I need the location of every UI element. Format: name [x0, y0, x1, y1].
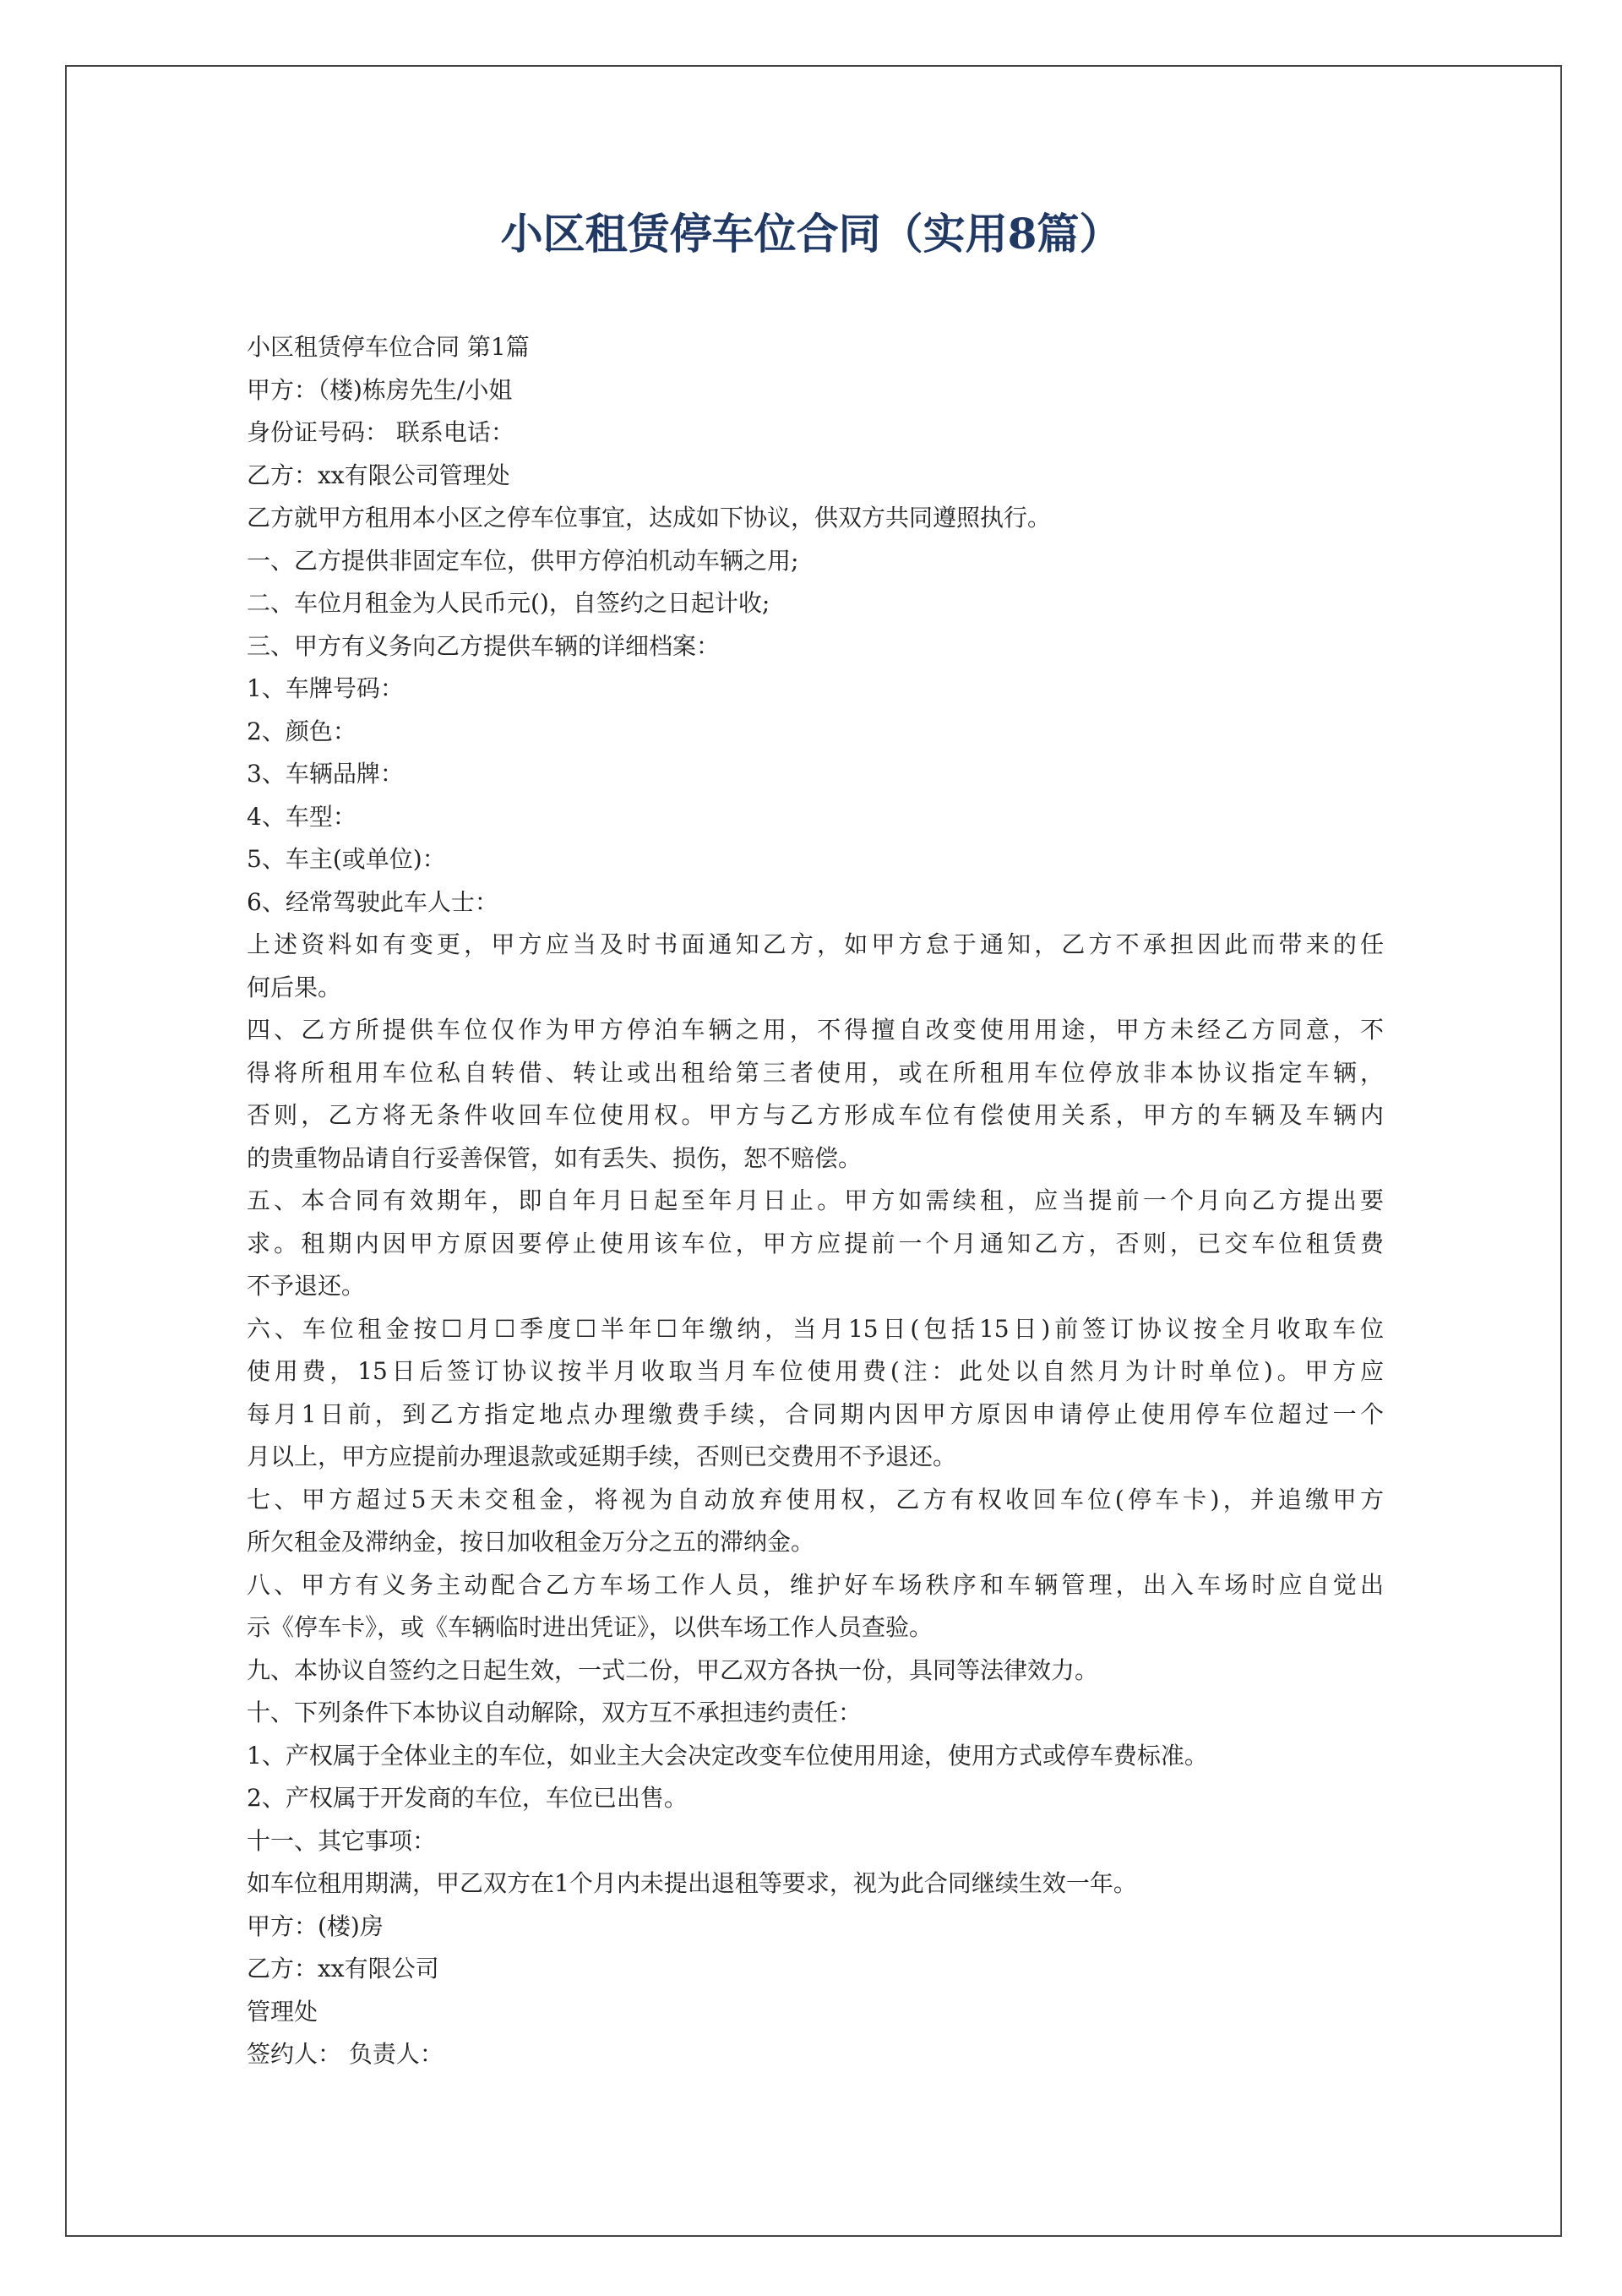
document-title: 小区租赁停车位合同（实用8篇） [500, 209, 1122, 259]
document-line: 所欠租金及滞纳金，按日加收租金万分之五的滞纳金。 [247, 1528, 815, 1556]
document-line: 使用费，15日后签订协议按半月收取当月车位使用费(注：此处以自然月为计时单位)。甲方应 [247, 1357, 1384, 1385]
document-line: 何后果。 [247, 973, 342, 1001]
document-line: 1、车牌号码： [247, 674, 404, 702]
document-line: 四、乙方所提供车位仅作为甲方停泊车辆之用，不得擅自改变使用用途，甲方未经乙方同意，不 [247, 1016, 1384, 1044]
document-line: 七、甲方超过5天未交租金，将视为自动放弃使用权，乙方有权收回车位(停车卡)，并追缴甲方 [247, 1485, 1384, 1513]
document-line: 十、下列条件下本协议自动解除，双方互不承担违约责任： [247, 1699, 863, 1726]
document-line: 乙方：xx有限公司 [247, 1955, 439, 1982]
document-line: 一、乙方提供非固定车位，供甲方停泊机动车辆之用; [247, 546, 799, 575]
document-line: 否则，乙方将无条件收回车位使用权。甲方与乙方形成车位有偿使用关系，甲方的车辆及车辆内 [247, 1101, 1384, 1129]
document-line: 小区租赁停车位合同 第1篇 [247, 333, 530, 361]
document-line: 4、车型： [247, 802, 357, 831]
document-body [247, 326, 1384, 2076]
document-line: 甲方：（楼)栋房先生/小姐 [247, 375, 513, 404]
document-line: 5、车主(或单位)： [247, 845, 446, 873]
document-line: 上述资料如有变更，甲方应当及时书面通知乙方，如甲方怠于通知，乙方不承担因此而带来的任 [247, 930, 1384, 958]
document-line: 每月1日前，到乙方指定地点办理缴费手续，合同期内因甲方原因申请停止使用停车位超过一个 [247, 1399, 1384, 1428]
document-line: 1、产权属于全体业主的车位，如业主大会决定改变车位使用用途，使用方式或停车费标准。 [247, 1741, 1208, 1770]
document-line: 不予退还。 [247, 1272, 366, 1300]
document-line: 签约人： 负责人： [247, 2040, 444, 2068]
document-line: 2、颜色： [247, 717, 357, 745]
document-line: 二、车位月租金为人民币元()，自签约之日起计收; [247, 589, 770, 617]
document-line: 六、车位租金按☐月☐季度☐半年☐年缴纳，当月15日(包括15日)前签订协议按全月收取车位 [247, 1314, 1384, 1343]
document-line: 的贵重物品请自行妥善保管，如有丢失、损伤，恕不赔偿。 [247, 1143, 863, 1172]
document-line: 身份证号码： 联系电话： [247, 418, 514, 446]
document-line: 示《停车卡》，或《车辆临时进出凭证》，以供车场工作人员查验。 [247, 1613, 933, 1641]
document-line: 三、甲方有义务向乙方提供车辆的详细档案： [247, 631, 721, 660]
document-line: 2、产权属于开发商的车位，车位已出售。 [247, 1784, 688, 1812]
document-line: 月以上，甲方应提前办理退款或延期手续，否则已交费用不予退还。 [247, 1442, 957, 1470]
document-line: 6、经常驾驶此车人士： [247, 887, 498, 916]
document-line: 3、车辆品牌： [247, 760, 404, 788]
document-line: 求。租期内因甲方原因要停止使用该车位，甲方应提前一个月通知乙方，否则，已交车位租赁费 [247, 1229, 1384, 1257]
document-line: 乙方：xx有限公司管理处 [247, 461, 510, 489]
document-line: 得将所租用车位私自转借、转让或出租给第三者使用，或在所租用车位停放非本协议指定车辆， [247, 1058, 1384, 1087]
document-line: 乙方就甲方租用本小区之停车位事宜，达成如下协议，供双方共同遵照执行。 [247, 504, 1052, 532]
document-line: 八、甲方有义务主动配合乙方车场工作人员，维护好车场秩序和车辆管理，出入车场时应自觉出 [247, 1570, 1384, 1599]
document-line: 管理处 [247, 1997, 318, 2026]
document-line: 九、本协议自签约之日起生效，一式二份，甲乙双方各执一份，具同等法律效力。 [247, 1655, 1099, 1684]
document-line: 如车位租用期满，甲乙双方在1个月内未提出退租等要求，视为此合同继续生效一年。 [247, 1869, 1137, 1897]
document-line: 甲方：(楼)房 [247, 1912, 384, 1940]
document-line: 十一、其它事项： [247, 1826, 437, 1855]
document-line: 五、本合同有效期年，即自年月日起至年月日止。甲方如需续租，应当提前一个月向乙方提出要 [247, 1186, 1384, 1214]
